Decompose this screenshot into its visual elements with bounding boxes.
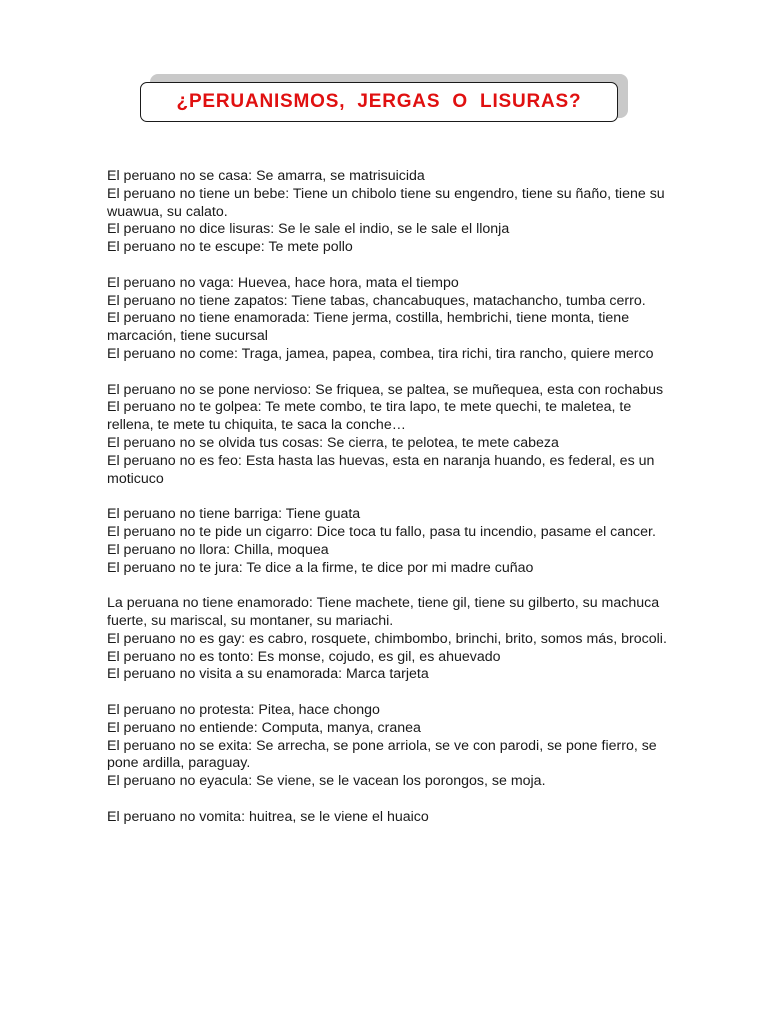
text-line: El peruano no se pone nervioso: Se friquea, se paltea, se muñequea, esta con rochabus bbox=[107, 381, 664, 398]
paragraph-5 bbox=[107, 595, 667, 684]
text-line: El peruano no vaga: Huevea, hace hora, mata el tiempo bbox=[107, 274, 459, 291]
text-line: El peruano no visita a su enamorada: Marca tarjeta bbox=[107, 666, 429, 683]
text-line: El peruano no te golpea: Te mete combo, te tira lapo, te mete quechi, te maletea, te rellena, te mete tu chiquita, te saca la conche… bbox=[107, 399, 632, 434]
paragraph-2 bbox=[107, 275, 667, 364]
text-line: El peruano no llora: Chilla, moquea bbox=[107, 541, 329, 558]
text-line: El peruano no vomita: huitrea, se le viene el huaico bbox=[107, 808, 429, 825]
text-line: El peruano no entiende: Computa, manya, cranea bbox=[107, 719, 421, 736]
title-box bbox=[140, 82, 618, 122]
text-line: La peruana no tiene enamorado: Tiene machete, tiene gil, tiene su gilberto, su machuca fuerte, su mariscal, su montaner, su mariachi. bbox=[107, 595, 660, 629]
text-line: El peruano no protesta: Pitea, hace chongo bbox=[107, 701, 380, 718]
text-line: El peruano no es tonto: Es monse, cojudo, es gil, es ahuevado bbox=[107, 648, 501, 665]
text-line: El peruano no tiene barriga: Tiene guata bbox=[107, 506, 361, 523]
title-banner bbox=[140, 74, 630, 126]
text-line: El peruano no eyacula: Se viene, se le vacean los porongos, se moja. bbox=[107, 773, 546, 790]
paragraph-1 bbox=[107, 168, 667, 257]
text-line: El peruano no tiene zapatos: Tiene tabas, chancabuques, matachancho, tumba cerro. bbox=[107, 292, 646, 309]
text-line: El peruano no te escupe: Te mete pollo bbox=[107, 239, 353, 256]
text-line: El peruano no se exita: Se arrecha, se pone arriola, se ve con parodi, se pone fierro, se pone ardilla, paraguay. bbox=[107, 737, 657, 772]
text-line: El peruano no come: Traga, jamea, papea, combea, tira richi, tira rancho, quiere merco bbox=[107, 345, 654, 362]
text-line: El peruano no te jura: Te dice a la firme, te dice por mi madre cuñao bbox=[107, 559, 534, 576]
text-line: El peruano no dice lisuras: Se le sale el indio, se le sale el llonja bbox=[107, 221, 510, 238]
text-line: El peruano no tiene enamorada: Tiene jerma, costilla, hembrichi, tiene monta, tiene marcación, tiene sucursal bbox=[107, 310, 630, 345]
text-line: El peruano no tiene un bebe: Tiene un chibolo tiene su engendro, tiene su ñaño, tiene su wuawua, su calato. bbox=[107, 185, 665, 220]
document-body bbox=[107, 168, 667, 844]
paragraph-4 bbox=[107, 506, 667, 577]
text-line: El peruano no te pide un cigarro: Dice toca tu fallo, pasa tu incendio, pasame el cancer. bbox=[107, 523, 656, 540]
text-line: El peruano no se olvida tus cosas: Se cierra, te pelotea, te mete cabeza bbox=[107, 434, 559, 451]
paragraph-6 bbox=[107, 702, 667, 791]
paragraph-3 bbox=[107, 382, 667, 489]
text-line: El peruano no se casa: Se amarra, se matrisuicida bbox=[107, 168, 425, 184]
paragraph-7 bbox=[107, 809, 667, 827]
text-line: El peruano no es feo: Esta hasta las huevas, esta en naranja huando, es federal, es un moticuco bbox=[107, 452, 655, 487]
page-title: ¿PERUANISMOS, JERGAS O LISURAS? bbox=[176, 91, 582, 112]
text-line: El peruano no es gay: es cabro, rosquete, chimbombo, brinchi, brito, somos más, brocoli. bbox=[107, 630, 667, 647]
